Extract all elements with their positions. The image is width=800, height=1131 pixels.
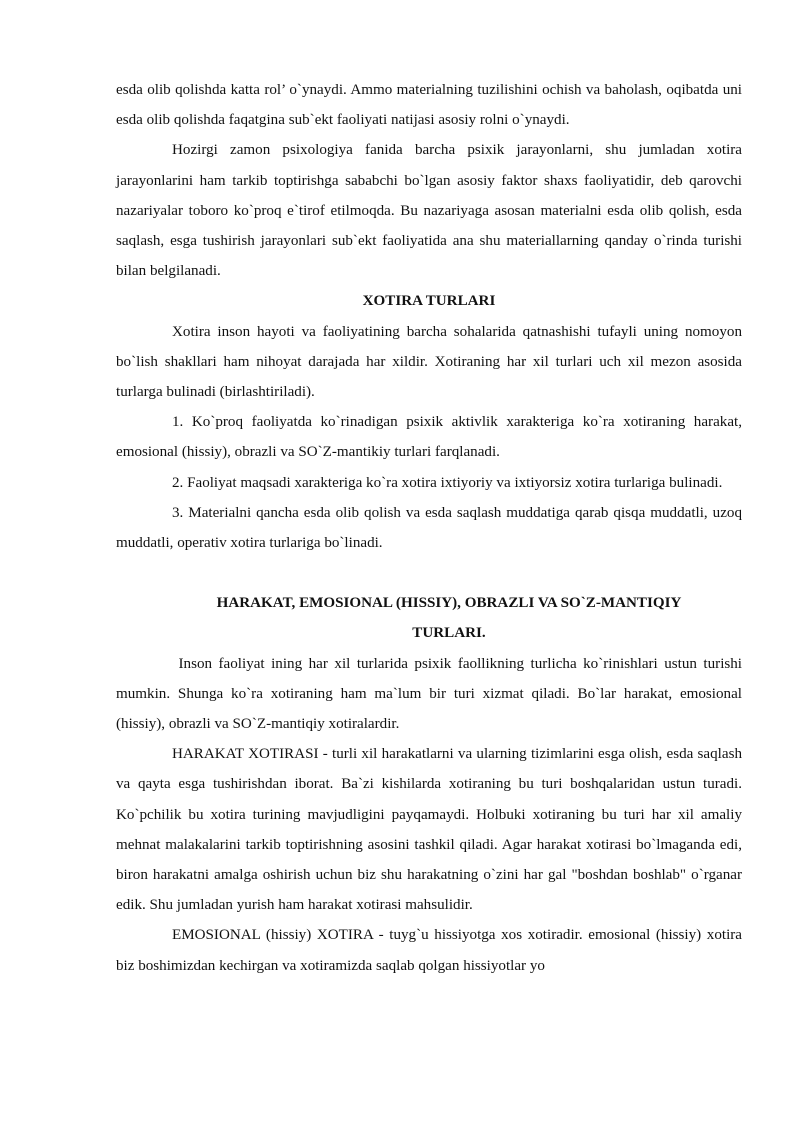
list-item-3: 3. Materialni qancha esda olib qolish va esda saqlash muddatiga qarab qisqa muddatli, uzoq muddatli, operativ xotira turlariga bo`linadi. (116, 504, 742, 552)
paragraph-section2-intro: Inson faoliyat ining har xil turlarida psixik faollikning turlicha ko`rinishlari ustun turishi mumkin. Shunga ko`ra xotiraning ham ma`lum bir turi xizmat qiladi. Bo`lar harakat, emosional (hissiy), obrazli va SO`Z-mantiqiy xotiralardir. (116, 655, 746, 733)
list-item-1: 1. Ko`proq faoliyatda ko`rinadigan psixik aktivlik xarakteriga ko`ra xotiraning harakat, emosional (hissiy), obrazli va SO`Z-mantikiy turlari farqlanadi. (116, 414, 742, 461)
list-item-2: 2. Faoliyat maqsadi xarakteriga ko`ra xotira ixtiyoriy va ixtiyorsiz xotira turlariga bulinadi. (172, 474, 723, 491)
heading-line-1: HARAKAT, EMOSIONAL (HISSIY), OBRAZLI VA SO`Z-MANTIQIY (216, 595, 682, 612)
heading-line-2: TURLARI. (412, 625, 486, 642)
heading-xotira-turlari: XOTIRA TURLARI (362, 293, 496, 310)
paragraph-section1-intro: Xotira inson hayoti va faoliyatining barcha sohalarida qatnashishi tufayli uning nomoyon bo`lish shakllari ham nihoyat darajada har xildir. Xotiraning har xil turlari uch xil mezon asosida turlarga bulinadi (birlashtiriladi). (116, 323, 742, 401)
heading-harakat-turlari (116, 588, 742, 648)
paragraph-harakat-xotirasi: HARAKAT XOTIRASI - turli xil harakatlarni va ularning tizimlarini esga olish, esda saqlash va qayta esga tushirishdan iborat. Ba`zi kishilarda xotiraning bu turi boshqalaridan ustun turadi. Ko`pchilik bu xotira turining mavjudligini payqamaydi. Holbuki xotiraning bu turi har xil amaliy mehnat malakalarini tarkib toptirishning asosini tashkil qiladi. Agar harakat xotirasi bo`lmaganda edi, biron harakatni amalga oshirish uchun biz shu harakatning o`zini har gal "boshdan boshlab" o`rganar edik. Shu jumladan yurish ham harakat xotirasi mahsulidir. (116, 746, 742, 914)
paragraph-theory: Hozirgi zamon psixologiya fanida barcha psixik jarayonlarni, shu jumladan xotira jarayonlarini ham tarkib toptirishga sababchi bo`lgan asosiy faktor shaxs faoliyatidir, deb qarovchi nazariyalar toboro ko`proq e`tirof etilmoqda. Bu nazariyaga asosan materialni esda olib qolish, esda saqlash, esga tushirish jarayonlari sub`ekt faoliyatida ana shu materiallarning qanday o`rinda turishi bilan belgilanadi. (116, 142, 742, 280)
paragraph-emosional-xotira: EMOSIONAL (hissiy) XOTIRA - tuyg`u hissiyotga xos xotiradir. emosional (hissiy) xotira biz boshimizdan kechirgan va xotiramizda saqlab qolgan hissiyotlar yo (116, 927, 742, 974)
document-page (116, 75, 746, 981)
paragraph-continuation: esda olib qolishda katta rol’ o`ynaydi. Ammo materialning tuzilishini ochish va baholash, oqibatda uni esda olib qolishda faqatgina sub`ekt faoliyati natijasi asosiy rolni o`ynaydi. (116, 82, 742, 129)
